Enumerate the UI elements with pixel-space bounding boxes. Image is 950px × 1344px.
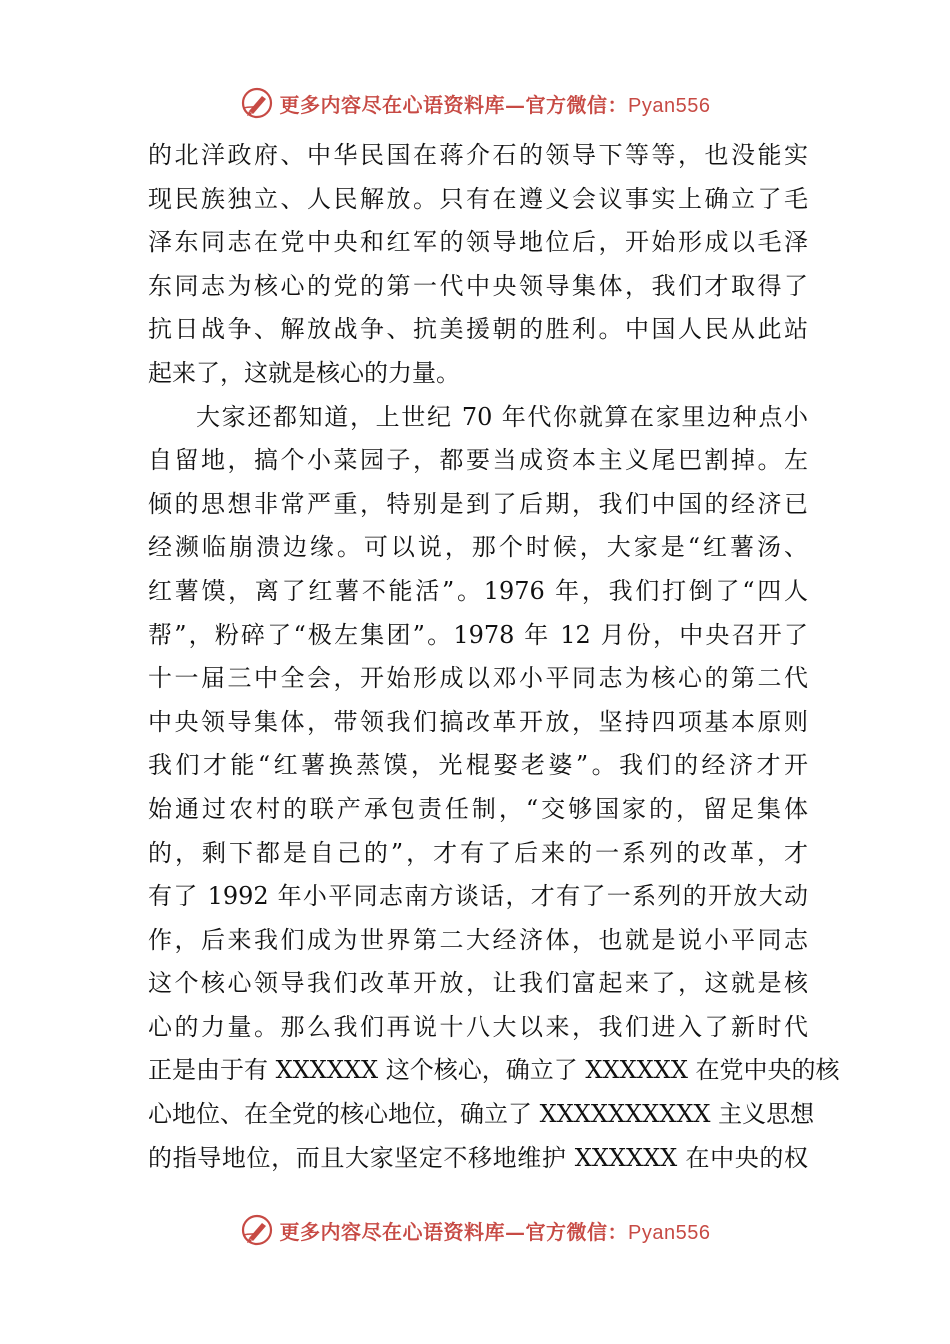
footer-watermark-banner [0, 1210, 950, 1250]
body-line: 的指导地位，而且大家坚定不移地维护 XXXXXX 在中央的权 [148, 1143, 808, 1172]
footer-banner-text: 更多内容尽在心语资料库—官方微信：Pyan556 [279, 1219, 711, 1244]
body-line: 倾的思想非常严重，特别是到了后期，我们中国的经济已 [148, 489, 808, 518]
footer-wechat-id: Pyan556 [628, 1221, 711, 1244]
body-line: 的，剩下都是自己的”，才有了后来的一系列的改革，才 [148, 838, 808, 867]
body-line: 心地位、在全党的核心地位，确立了 XXXXXXXXXX 主义思想 [148, 1100, 815, 1129]
header-banner-text: 更多内容尽在心语资料库—官方微信：Pyan556 [279, 92, 711, 117]
body-line: 作，后来我们成为世界第二大经济体，也就是说小平同志 [148, 925, 808, 954]
body-line: 十一届三中全会，开始形成以邓小平同志为核心的第二代 [148, 664, 808, 693]
body-line: 我们才能“红薯换蒸馍，光棍娶老婆”。我们的经济才开 [148, 751, 808, 780]
body-line: 起来了，这就是核心的力量。 [148, 358, 460, 387]
paragraph-first-line: 大家还都知道，上世纪 70 年代你就算在家里边种点小 [196, 402, 808, 431]
body-line: 帮”，粉碎了“极左集团”。1978 年 12 月份，中央召开了 [148, 620, 808, 649]
body-line: 经濒临崩溃边缘。可以说，那个时候，大家是“红薯汤、 [148, 533, 808, 562]
body-line: 抗日战争、解放战争、抗美援朝的胜利。中国人民从此站 [148, 315, 808, 344]
document-body [148, 134, 840, 1180]
body-line: 泽东同志在党中央和红军的领导地位后，开始形成以毛泽 [148, 228, 808, 257]
body-line: 自留地，搞个小菜园子，都要当成资本主义尾巴割掉。左 [148, 446, 808, 475]
header-wechat-id: Pyan556 [628, 94, 711, 117]
body-line: 这个核心领导我们改革开放，让我们富起来了，这就是核 [148, 969, 808, 998]
body-line: 有了 1992 年小平同志南方谈话，才有了一系列的开放大动 [148, 882, 808, 911]
body-line: 红薯馍，离了红薯不能活”。1976 年，我们打倒了“四人 [148, 576, 808, 605]
body-line: 正是由于有 XXXXXX 这个核心，确立了 XXXXXX 在党中央的核 [148, 1056, 840, 1085]
body-line: 中央领导集体，带领我们搞改革开放，坚持四项基本原则 [148, 707, 808, 736]
pen-logo-icon [240, 86, 274, 120]
body-line: 东同志为核心的党的第一代中央领导集体，我们才取得了 [148, 271, 808, 300]
header-watermark-banner [0, 83, 950, 123]
pen-logo-icon [240, 1213, 274, 1247]
body-line: 始通过农村的联产承包责任制，“交够国家的，留足集体 [148, 794, 808, 823]
body-line: 现民族独立、人民解放。只有在遵义会议事实上确立了毛 [148, 184, 808, 213]
body-line: 心的力量。那么我们再说十八大以来，我们进入了新时代 [148, 1012, 808, 1041]
body-line: 的北洋政府、中华民国在蒋介石的领导下等等，也没能实 [148, 141, 808, 169]
